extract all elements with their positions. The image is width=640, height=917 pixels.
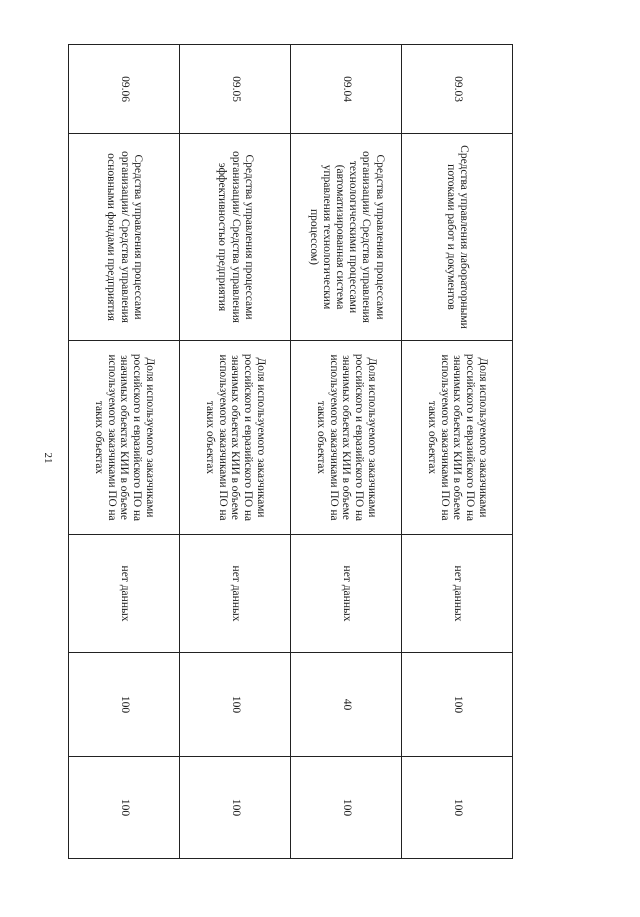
cell-indicator: Доля используемого заказчиками российского и евразийского ПО на значимых объектах КИИ в объеме используемого заказчиками ПО на таких объектах <box>402 341 513 535</box>
table-row <box>69 45 180 859</box>
cell-base-value: нет данных <box>291 535 402 653</box>
indicators-table <box>68 44 513 859</box>
cell-name: Средства управления процессами организации/ Средства управления основными фондами предприятия <box>69 134 180 341</box>
cell-code: 09.04 <box>291 45 402 134</box>
table-rotation-wrapper <box>69 44 513 858</box>
cell-indicator: Доля используемого заказчиками российского и евразийского ПО на значимых объектах КИИ в объеме используемого заказчиками ПО на таких объектах <box>291 341 402 535</box>
cell-target-value-2: 100 <box>180 757 291 859</box>
cell-target-value-2: 100 <box>291 757 402 859</box>
cell-name: Средства управления процессами организации/ Средства управления эффективностью предприятия <box>180 134 291 341</box>
rotated-table-container <box>69 44 513 858</box>
cell-base-value: нет данных <box>180 535 291 653</box>
cell-code: 09.03 <box>402 45 513 134</box>
cell-target-value-2: 100 <box>69 757 180 859</box>
cell-target-value-1: 100 <box>69 653 180 757</box>
table-row <box>402 45 513 859</box>
cell-name: Средства управления процессами организации/ Средства управления технологическими процессами (автоматизированная система управления технологическим процессом) <box>291 134 402 341</box>
cell-code: 09.06 <box>69 45 180 134</box>
cell-target-value-1: 100 <box>402 653 513 757</box>
cell-base-value: нет данных <box>69 535 180 653</box>
cell-indicator: Доля используемого заказчиками российского и евразийского ПО на значимых объектах КИИ в объеме используемого заказчиками ПО на таких объектах <box>180 341 291 535</box>
cell-indicator: Доля используемого заказчиками российского и евразийского ПО на значимых объектах КИИ в объеме используемого заказчиками ПО на таких объектах <box>69 341 180 535</box>
cell-target-value-1: 100 <box>180 653 291 757</box>
cell-base-value: нет данных <box>402 535 513 653</box>
cell-name: Средства управления лабораторными потоками работ и документов <box>402 134 513 341</box>
table-row <box>291 45 402 859</box>
cell-target-value-2: 100 <box>402 757 513 859</box>
cell-code: 09.05 <box>180 45 291 134</box>
table-row <box>180 45 291 859</box>
page-number: 21 <box>42 452 54 464</box>
cell-target-value-1: 40 <box>291 653 402 757</box>
